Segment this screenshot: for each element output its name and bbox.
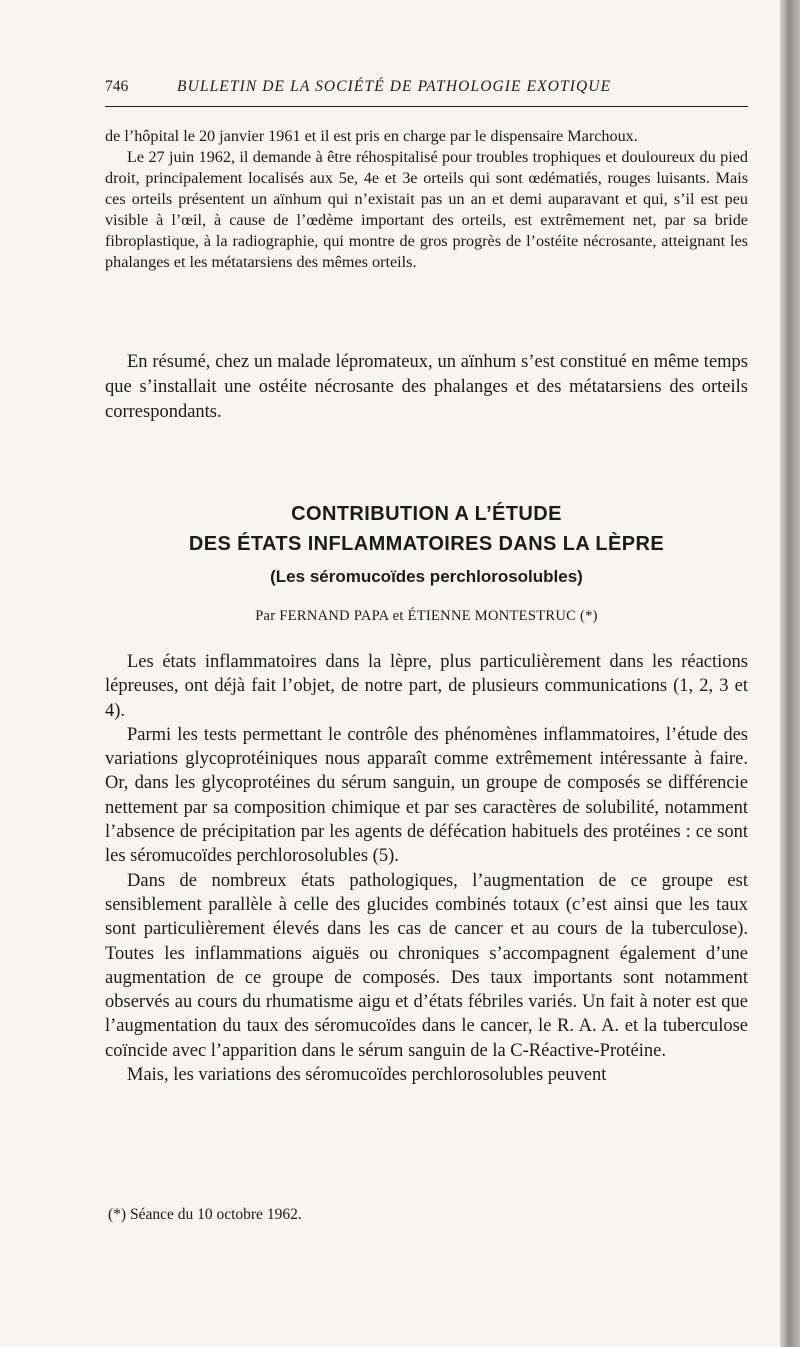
page-binding-edge <box>780 0 800 1347</box>
body-paragraph: Parmi les tests permettant le contrôle des phénomènes inflammatoires, l’étude des variations glycoprotéiniques nous apparaît comme extrêmement intéressante à faire. Or, dans les glycoprotéines du sérum sanguin, un groupe de composés se différencie nettement par sa composition chimique et par ses caractères de solubilité, notamment l’absence de précipitation par les agents de défécation habituels des protéines : ce sont les séromucoïdes perchlorosolubles (5). <box>105 724 748 867</box>
journal-title: BULLETIN DE LA SOCIÉTÉ DE PATHOLOGIE EXOTIQUE <box>177 78 612 95</box>
case-paragraph-1: de l’hôpital le 20 janvier 1961 et il est pris en charge par le dispensaire Marchoux. <box>105 127 638 145</box>
case-paragraph-2: Le 27 juin 1962, il demande à être réhospitalisé pour troubles trophiques et douloureux du pied droit, principalement localisés aux 5e, 4e et 3e orteils qui sont œdématiés, rouges luisants. Mais ces orteils présentent un aïnhum qui n’existait pas un an et demi auparavant et qui, s’il est peu visible à l’œil, à cause de l’œdème important des orteils, est extrêmement net, par sa bride fibroplastique, à la radiographie, qui montre de gros progrès de l’ostéite nécrosante, atteignant les phalanges et les métatarsiens des mêmes orteils. <box>105 148 748 271</box>
running-header <box>105 78 745 102</box>
body-paragraph: Mais, les variations des séromucoïdes perchlorosolubles peuvent <box>127 1065 607 1086</box>
case-summary: En résumé, chez un malade lépromateux, un aïnhum s’est constitué en même temps que s’installait une ostéite nécrosante des phalanges et des métatarsiens des orteils correspondants. <box>105 352 748 422</box>
case-report-continuation <box>105 126 748 273</box>
header-rule <box>105 106 748 107</box>
article-title-line-2: DES ÉTATS INFLAMMATOIRES DANS LA LÈPRE <box>188 533 665 555</box>
article-title-line-1: CONTRIBUTION A L’ÉTUDE <box>291 503 562 525</box>
body-paragraph: Les états inflammatoires dans la lèpre, plus particulièrement dans les réactions lépreuses, ont déjà fait l’objet, de notre part, de plusieurs communications (1, 2, 3 et 4). <box>105 652 748 721</box>
article-body <box>105 650 748 1087</box>
page-number: 746 <box>105 78 129 95</box>
body-paragraph: Dans de nombreux états pathologiques, l’augmentation de ce groupe est sensiblement parallèle à celle des glucides combinés totaux (c’est ainsi que les taux sont particulièrement élevés dans les cas de cancer et au cours de la tuberculose). Toutes les inflammations aiguës ou chroniques s’accompagnent également d’une augmentation de ce groupe de composés. Des taux importants sont notamment observés au cours du rhumatisme aigu et d’états fébriles variés. Un fait à noter est que l’augmentation du taux des séromucoïdes dans le cancer, le R. A. A. et la tuberculose coïncide avec l’apparition dans le sérum sanguin de la C-Réactive-Protéine. <box>105 870 748 1061</box>
footnote: (*) Séance du 10 octobre 1962. <box>108 1206 302 1223</box>
article-byline: Par FERNAND PAPA et ÉTIENNE MONTESTRUC (*) <box>255 608 598 624</box>
article-subtitle: (Les séromucoïdes perchlorosolubles) <box>270 567 583 586</box>
